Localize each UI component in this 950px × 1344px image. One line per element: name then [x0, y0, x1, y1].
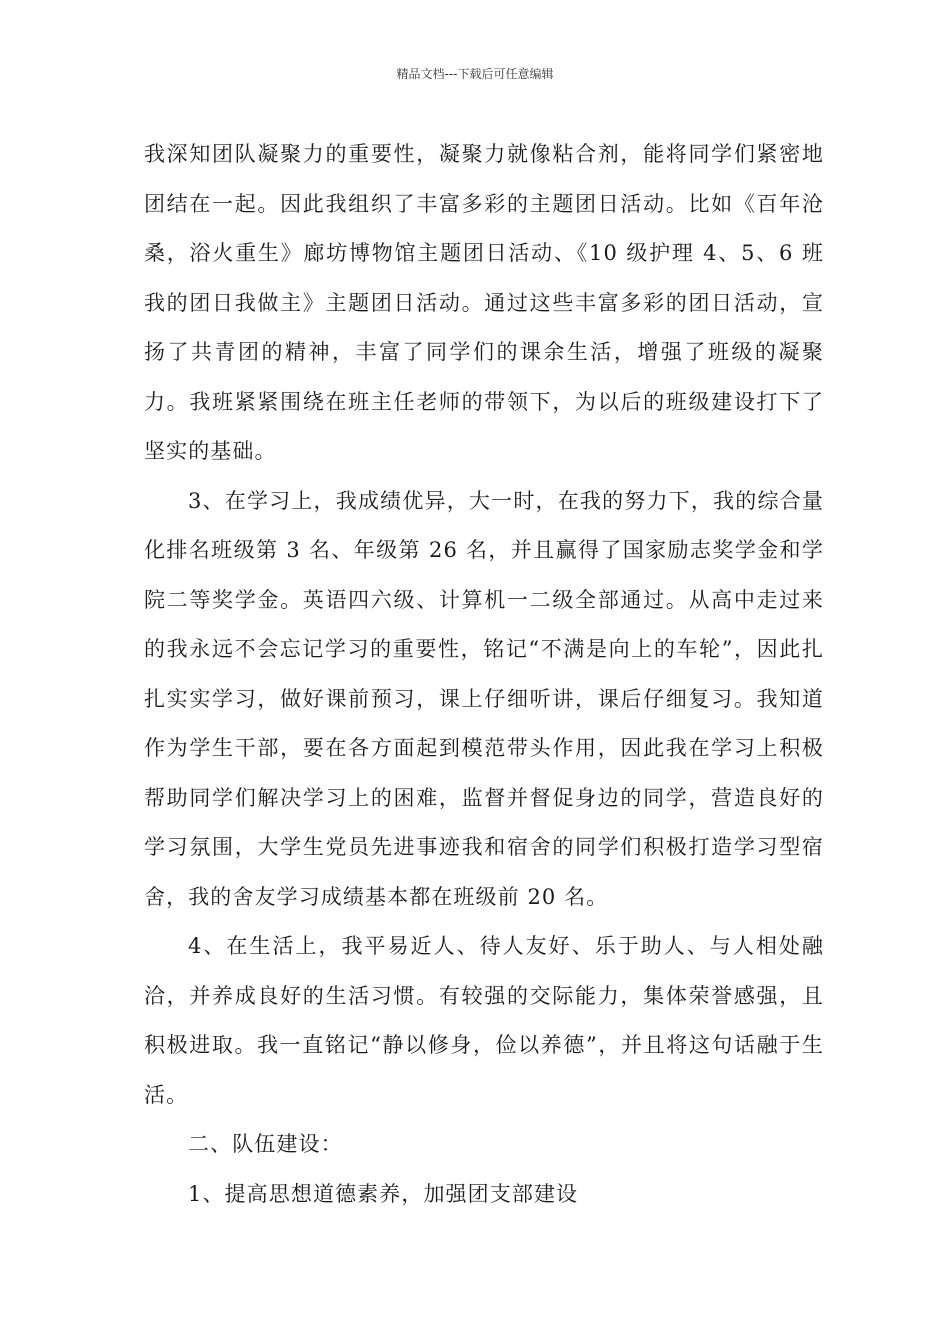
paragraph-study: 3、在学习上，我成绩优异，大一时，在我的努力下，我的综合量化排名班级第 3 名、年级第 26 名，并且赢得了国家励志奖学金和学院二等奖学金。英语四六级、计算机一二级全部通过。从高中走过来的我永远不会忘记学习的重要性，铭记“不满是向上的车轮”，因此扎扎实实学习，做好课前预习，课上仔细听讲，课后仔细复习。我知道作为学生干部，要在各方面起到模范带头作用，因此我在学习上积极帮助同学们解决学习上的困难，监督并督促身边的同学，营造良好的学习氛围，大学生党员先进事迹我和宿舍的同学们积极打造学习型宿舍，我的舍友学习成绩基本都在班级前 20 名。	[144, 488, 824, 909]
page-header: 精品文档---下载后可任意编辑	[396, 67, 554, 81]
paragraph-team-cohesion: 我深知团队凝聚力的重要性，凝聚力就像粘合剂，能将同学们紧密地团结在一起。因此我组织了丰富多彩的主题团日活动。比如《百年沧桑，浴火重生》廊坊博物馆主题团日活动、《10 级护理 4、5、6 班我的团日我做主》主题团日活动。通过这些丰富多彩的团日活动，宣扬了共青团的精神，丰富了同学们的课余生活，增强了班级的凝聚力。我班紧紧围绕在班主任老师的带领下，为以后的班级建设打下了坚实的基础。	[144, 142, 824, 463]
subsection-heading-moral-quality: 1、提高思想道德素养，加强团支部建设	[188, 1181, 579, 1206]
paragraph-life: 4、在生活上，我平易近人、待人友好、乐于助人、与人相处融洽，并养成良好的生活习惯。有较强的交际能力，集体荣誉感强，且积极进取。我一直铭记“静以修身，俭以养德”，并且将这句话融于生活。	[144, 934, 824, 1107]
section-heading-team-building: 二、队伍建设：	[188, 1132, 343, 1156]
document-body	[144, 130, 824, 1219]
